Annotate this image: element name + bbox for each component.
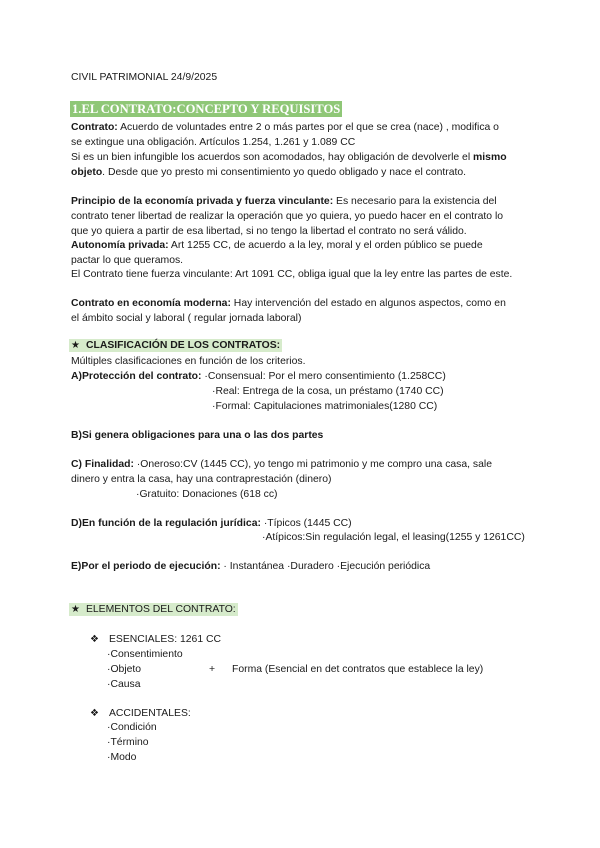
esenciales-heading	[90, 634, 221, 646]
clasificacion-intro: Múltiples clasificaciones en función de los criterios.	[71, 356, 306, 367]
e-text-1: · Instantánea ·Duradero ·Ejecución periódica	[220, 561, 431, 572]
d-line-2: ·Atípicos:Sin regulación legal, el leasing(1255 y 1261CC)	[262, 532, 525, 543]
a-label: A)Protección del contrato:	[71, 371, 202, 382]
a-item-consensual: ·Consensual: Por el mero consentimiento (1.258CC)	[201, 371, 446, 382]
section-clasificacion-heading	[69, 340, 282, 352]
term-principio: Principio de la economía privada y fuerza vinculante:	[71, 196, 334, 207]
autonomia-line-2: pactar lo que queramos.	[71, 255, 184, 266]
a-item-real: ·Real: Entrega de la cosa, un préstamo (1740 CC)	[212, 386, 444, 397]
moderna-line-2: el ámbito social y laboral ( regular jornada laboral)	[71, 313, 302, 324]
term-contrato: Contrato:	[71, 122, 118, 133]
d-text-1: ·Típicos (1445 CC)	[260, 518, 352, 529]
contrato-line-4	[71, 167, 466, 179]
plus-sign: +	[209, 664, 216, 675]
contrato-bold-mismo: mismo	[473, 152, 507, 163]
clasificacion-title: CLASIFICACIÓN DE LOS CONTRATOS:	[85, 340, 281, 351]
accidentales-label: ACCIDENTALES:	[108, 708, 191, 719]
elementos-title: ELEMENTOS DEL CONTRATO:	[85, 604, 236, 615]
contrato-line-2: se extingue una obligación. Artículos 1.254, 1.261 y 1.089 CC	[71, 137, 356, 148]
accidentales-heading	[90, 708, 191, 720]
star-bullet-icon: ★	[71, 604, 80, 615]
contrato-text-1: Acuerdo de voluntades entre 2 o más partes por el que se crea (nace) , modifica o	[117, 122, 499, 133]
accidentales-item-condicion: ·Condición	[107, 722, 157, 733]
c-text-1: ·Oneroso:CV (1445 CC), yo tengo mi patrimonio y me compro una casa, sale	[133, 459, 492, 470]
section-title-contrato	[70, 102, 342, 117]
a-line-1	[71, 371, 446, 383]
c-line-2: dinero y entra la casa, hay una contraprestación (dinero)	[71, 474, 332, 485]
star-bullet-icon: ★	[71, 340, 80, 351]
autonomia-text-1: Art 1255 CC, de acuerdo a la ley, moral y el orden público se puede	[168, 240, 483, 251]
d-label: D)En función de la regulación jurídica:	[71, 518, 261, 529]
d-line-1	[71, 518, 352, 530]
c-line-1	[71, 459, 492, 471]
principio-text-1: Es necesario para la existencia del	[333, 196, 497, 207]
contrato-bold-objeto: objeto	[71, 167, 103, 178]
autonomia-line-1	[71, 240, 483, 252]
accidentales-item-termino: ·Término	[107, 737, 149, 748]
esenciales-item-consentimiento: ·Consentimiento	[107, 649, 183, 660]
term-moderna: Contrato en economía moderna:	[71, 298, 231, 309]
section-elementos-heading	[69, 604, 238, 616]
term-autonomia: Autonomía privada:	[71, 240, 169, 251]
section-title-text: 1.EL CONTRATO:CONCEPTO Y REQUISITOS	[72, 102, 341, 116]
esenciales-forma: Forma (Esencial en det contratos que establece la ley)	[232, 664, 484, 675]
principio-line-1	[71, 196, 497, 208]
e-label: E)Por el periodo de ejecución:	[71, 561, 221, 572]
contrato-text-4: . Desde que yo presto mi consentimiento yo quedo obligado y nace el contrato.	[102, 167, 467, 178]
principio-line-3: que yo quiera a partir de esa libertad, si no tengo la libertad el contrato no será válido.	[71, 226, 467, 237]
principio-line-2: contrato tener libertad de realizar la operación que yo quiera, yo puedo hacer en el contrato lo	[71, 211, 504, 222]
moderna-line-1	[71, 298, 506, 310]
b-line	[71, 430, 323, 442]
accidentales-item-modo: ·Modo	[107, 752, 137, 763]
esenciales-item-objeto: ·Objeto	[107, 664, 142, 675]
esenciales-label: ESENCIALES: 1261 CC	[108, 634, 222, 645]
b-label: B)Si genera obligaciones para una o las dos partes	[71, 430, 324, 441]
diamond-bullet-icon: ❖	[90, 634, 99, 645]
a-item-formal: ·Formal: Capitulaciones matrimoniales(1280 CC)	[212, 401, 438, 412]
c-label: C) Finalidad:	[71, 459, 134, 470]
moderna-text-1: Hay intervención del estado en algunos aspectos, como en	[230, 298, 506, 309]
page-header: CIVIL PATRIMONIAL 24/9/2025	[71, 72, 218, 83]
c-line-3: ·Gratuito: Donaciones (618 cc)	[136, 489, 278, 500]
e-line-1	[71, 561, 430, 573]
fuerza-vinculante-line: El Contrato tiene fuerza vinculante: Art 1091 CC, obliga igual que la ley entre las partes de este.	[71, 269, 513, 280]
contrato-line-3	[71, 152, 507, 164]
contrato-line-1	[71, 122, 499, 134]
esenciales-item-causa: ·Causa	[107, 679, 141, 690]
contrato-text-3: Si es un bien infungible los acuerdos son acomodados, hay obligación de devolverle el	[71, 152, 474, 163]
diamond-bullet-icon: ❖	[90, 708, 99, 719]
